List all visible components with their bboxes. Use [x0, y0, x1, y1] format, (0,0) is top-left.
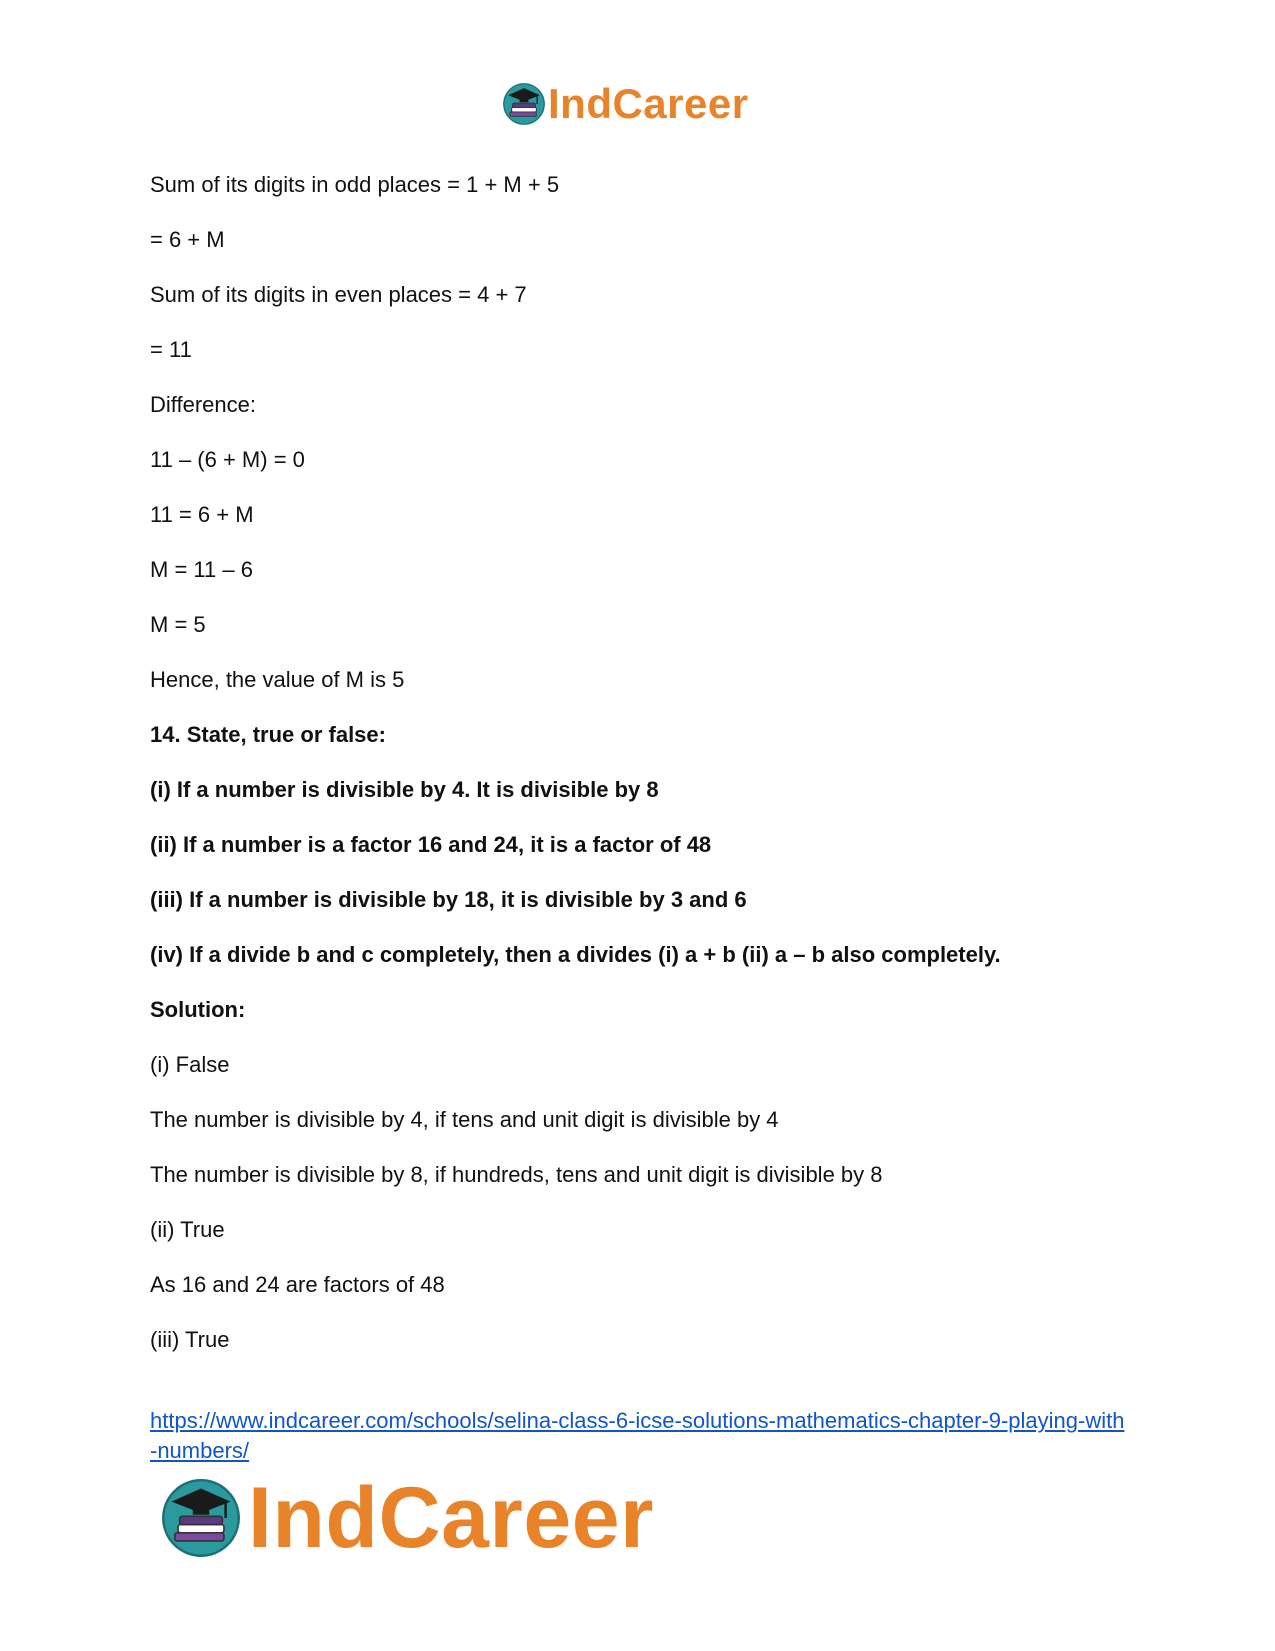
text-line: M = 5: [150, 612, 206, 637]
footer-logo-text: IndCareer: [248, 1469, 654, 1566]
answer-iii: (iii) True: [150, 1327, 230, 1352]
document-body: [150, 172, 1130, 1382]
text-line: Sum of its digits in even places = 4 + 7: [150, 282, 527, 307]
text-line: = 6 + M: [150, 227, 225, 252]
text-line: M = 11 – 6: [150, 557, 253, 582]
text-line: 11 – (6 + M) = 0: [150, 447, 305, 472]
text-line: = 11: [150, 337, 192, 362]
question-part-i: (i) If a number is divisible by 4. It is divisible by 8: [150, 777, 659, 802]
graduation-cap-books-icon: [160, 1477, 242, 1559]
header-logo-text: IndCareer: [548, 80, 749, 127]
text-line: The number is divisible by 4, if tens and unit digit is divisible by 4: [150, 1107, 779, 1132]
text-line: 11 = 6 + M: [150, 502, 254, 527]
text-line: The number is divisible by 8, if hundreds, tens and unit digit is divisible by 8: [150, 1162, 883, 1187]
answer-ii: (ii) True: [150, 1217, 225, 1242]
question-part-iv: (iv) If a divide b and c completely, then a divides (i) a + b (ii) a – b also completely.: [150, 942, 1001, 967]
header-logo: [502, 76, 749, 132]
solution-heading: Solution:: [150, 997, 246, 1022]
text-line: As 16 and 24 are factors of 48: [150, 1272, 445, 1297]
text-line: Sum of its digits in odd places = 1 + M + 5: [150, 172, 560, 197]
text-line: Difference:: [150, 392, 256, 417]
question-heading: 14. State, true or false:: [150, 722, 386, 747]
question-part-ii: (ii) If a number is a factor 16 and 24, it is a factor of 48: [150, 832, 712, 857]
source-link[interactable]: https://www.indcareer.com/schools/selina-class-6-icse-solutions-mathematics-chapter-9-playing-with-numbers/: [150, 1408, 1125, 1463]
question-part-iii: (iii) If a number is divisible by 18, it is divisible by 3 and 6: [150, 887, 747, 912]
conclusion-line: Hence, the value of M is 5: [150, 667, 405, 692]
answer-i: (i) False: [150, 1052, 230, 1077]
footer-logo: [160, 1470, 654, 1566]
graduation-cap-books-icon: [502, 82, 546, 126]
